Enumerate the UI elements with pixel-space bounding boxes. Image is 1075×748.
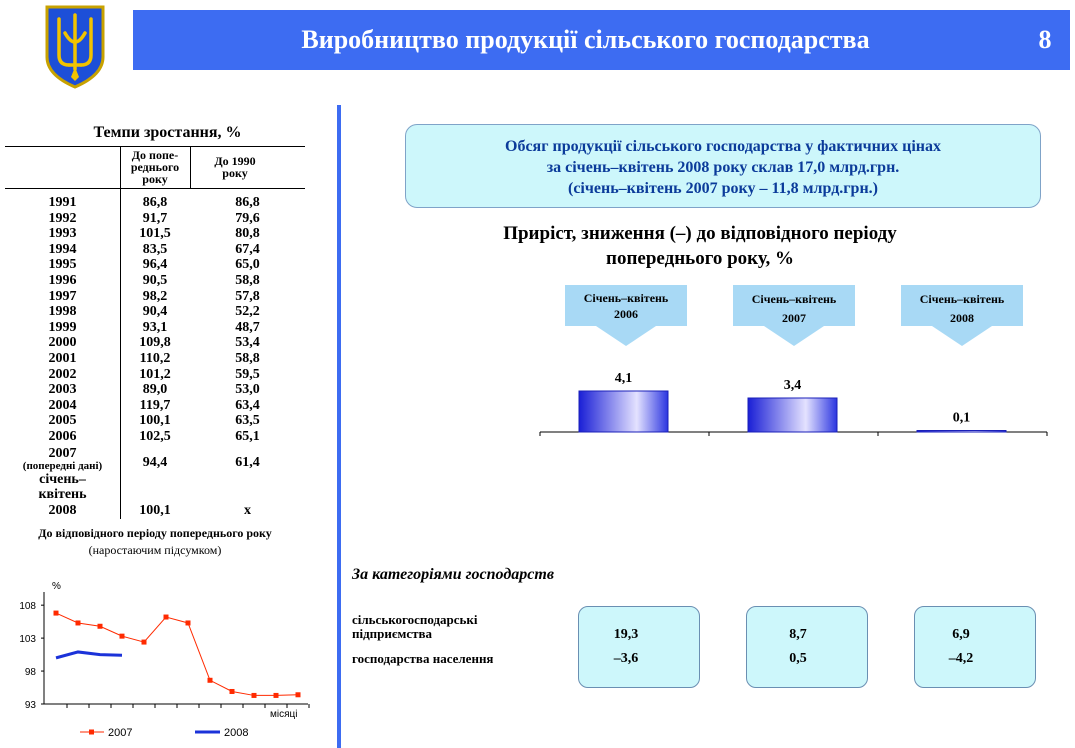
table-cell-year: 2005 <box>48 413 77 429</box>
value-households-2007: 0,5 <box>789 651 807 666</box>
bar-value-label-0: 4,1 <box>614 371 633 386</box>
bar-value-label-1: 3,4 <box>783 378 802 393</box>
table-cell-year: 2003 <box>48 382 77 398</box>
x-axis-label: місяці <box>270 709 298 720</box>
table-cell-y1990: 86,8 <box>235 195 260 210</box>
series-2007-point <box>98 624 103 629</box>
table-cell-y1990: 65,0 <box>235 257 260 273</box>
table-row <box>5 320 305 336</box>
series-2007-point <box>208 678 213 683</box>
table-cell-prev: 96,4 <box>142 257 168 273</box>
category-box-2007 <box>746 606 868 688</box>
category-box-2008 <box>914 606 1036 688</box>
table-cell-prev: 109,8 <box>139 335 171 351</box>
series-2007-point <box>186 620 191 625</box>
table-cell-prev: 119,7 <box>139 397 171 413</box>
table-cell-year: 2004 <box>48 397 77 413</box>
table-cell-prev: 91,7 <box>142 210 168 226</box>
value-enterprises-2008: 6,9 <box>952 627 970 642</box>
category-box-2006 <box>578 606 700 688</box>
table-cell-prev: 93,1 <box>142 319 168 335</box>
table-cell-y1990: 63,4 <box>235 397 260 413</box>
table-cell-y1990: 53,4 <box>235 335 260 351</box>
table-cell-year: 1996 <box>48 273 77 288</box>
value-enterprises-2007: 8,7 <box>789 627 807 642</box>
table-row-2007: 2007 <box>48 446 77 461</box>
table-row <box>5 398 305 414</box>
table-row <box>5 413 305 429</box>
table-cell-y1990: 59,5 <box>235 366 260 382</box>
table-cell-prev: 98,2 <box>142 288 168 304</box>
table-cell-prev: 102,5 <box>139 429 171 444</box>
legend-2007-marker <box>89 730 94 735</box>
bar-1 <box>748 398 837 432</box>
table-cell-year: 1999 <box>48 319 77 335</box>
value-households-2008: –4,2 <box>948 651 974 666</box>
coat-of-arms-icon <box>43 3 107 89</box>
bar-chart-title: Приріст, зниження (–) до відповідного періоду попереднього року, % <box>503 223 897 269</box>
table-cell-prev: 90,5 <box>142 273 168 288</box>
table-cell-y1990: 48,7 <box>235 319 260 335</box>
series-2007-point <box>164 615 169 620</box>
table-row <box>5 289 305 305</box>
table-row-2008: 2008 100,1 x <box>48 503 251 518</box>
value-households-2006: –3,6 <box>613 651 639 666</box>
table-row <box>5 304 305 320</box>
series-2007-point <box>142 640 147 645</box>
table-row <box>5 195 305 211</box>
table-row <box>5 226 305 242</box>
table-cell-year: 2001 <box>48 351 77 366</box>
table-cell-prev: 101,5 <box>139 226 171 242</box>
table-cell-y1990: 58,8 <box>235 351 260 366</box>
summary-line-1: Обсяг продукції сільського господарства у фактичних цінах <box>505 138 941 155</box>
table-row <box>5 382 305 398</box>
table-header-rule <box>5 188 305 189</box>
summary-box <box>405 124 1041 208</box>
table-cell-year: 1992 <box>48 210 77 226</box>
table-cell-y1990: 52,2 <box>235 304 260 320</box>
row-jan-label-1: січень– <box>39 472 86 487</box>
table-cell-y1990: 53,0 <box>235 382 260 398</box>
col-header-prev: До попе- реднього року <box>130 148 180 186</box>
col-header-1990: До 1990 року <box>214 154 256 180</box>
category-households-label: господарства населення <box>352 651 494 666</box>
legend-2007-label: 2007 <box>108 727 133 739</box>
table-row <box>5 429 305 445</box>
table-row <box>5 257 305 273</box>
y-tick-label: 108 <box>19 601 36 613</box>
table-cell-y1990: 80,8 <box>235 226 260 242</box>
line-chart <box>0 572 320 748</box>
series-2008-line <box>56 652 122 658</box>
category-enterprises-label: сільськогосподарські підприємства <box>352 612 478 641</box>
bar-chart <box>535 360 1055 450</box>
table-cell-y1990: 79,6 <box>235 210 260 226</box>
table-cell-year: 1995 <box>48 257 77 273</box>
table-cell-year: 1993 <box>48 226 77 242</box>
vertical-divider <box>337 105 341 748</box>
row-2007-note: (попередні дані) <box>22 460 103 472</box>
series-2007-point <box>76 620 81 625</box>
table-cell-year: 2002 <box>48 366 77 382</box>
table-cell-y1990: 57,8 <box>235 288 260 304</box>
series-2007-point <box>296 692 301 697</box>
y-tick-label: 98 <box>24 667 36 679</box>
table-row <box>5 335 305 351</box>
table-cell-year: 1998 <box>48 304 77 320</box>
y-tick-label: 103 <box>19 634 36 646</box>
legend-2008-label: 2008 <box>224 727 249 739</box>
table-row <box>5 351 305 367</box>
table-cell-prev: 100,1 <box>139 413 171 429</box>
table-row-2007-values: 94,4 61,4 <box>142 455 260 470</box>
table-cell-prev: 89,0 <box>142 382 168 398</box>
bar-0 <box>579 391 668 432</box>
y-tick-label: 93 <box>24 700 36 711</box>
table-top-rule <box>5 146 305 147</box>
value-enterprises-2006: 19,3 <box>613 627 639 642</box>
series-2007-point <box>230 689 235 694</box>
legend <box>80 727 248 739</box>
summary-line-3: (січень–квітень 2007 року – 11,8 млрд.грн.) <box>568 180 878 197</box>
table-cell-prev: 110,2 <box>139 351 171 366</box>
table-cell-prev: 83,5 <box>142 241 168 257</box>
y-unit-label: % <box>52 581 61 592</box>
categories-title: За категоріями господарств <box>352 566 554 583</box>
summary-line-2: за січень–квітень 2008 року склав 17,0 млрд.грн. <box>546 159 900 176</box>
arrow-label-2007: Січень–квітень 2007 <box>751 292 837 325</box>
growth-table-title: Темпи зростання, % <box>93 124 242 141</box>
table-cell-year: 1997 <box>48 288 77 304</box>
bar-2 <box>917 431 1006 433</box>
series-2007-point <box>274 693 279 698</box>
page-number: 8 <box>1038 25 1052 54</box>
table-cell-y1990: 67,4 <box>235 241 260 257</box>
series-2007-point <box>252 693 257 698</box>
table-cell-prev: 101,2 <box>139 366 171 382</box>
row-jan-label-2: квітень <box>38 487 87 502</box>
table-row <box>5 367 305 383</box>
line-chart-title: До відповідного періоду попереднього року <box>38 526 272 540</box>
table-cell-year: 1991 <box>48 195 77 210</box>
series-2007-point <box>120 634 125 639</box>
series-2007-point <box>54 611 59 616</box>
table-cell-year: 2000 <box>48 335 77 351</box>
table-cell-prev: 86,8 <box>142 195 168 210</box>
table-cell-prev: 90,4 <box>142 304 168 320</box>
table-cell-y1990: 63,5 <box>235 413 260 429</box>
arrow-label-2006: Січень–квітень 2006 <box>583 291 669 321</box>
table-row <box>5 211 305 227</box>
table-row <box>5 242 305 258</box>
table-cell-y1990: 65,1 <box>235 429 260 444</box>
bar-value-label-2: 0,1 <box>952 410 971 426</box>
table-row <box>5 273 305 289</box>
line-chart-subtitle: (наростаючим підсумком) <box>88 543 222 557</box>
arrow-label-2008: Січень–квітень 2008 <box>919 292 1005 325</box>
table-cell-year: 1994 <box>48 241 77 257</box>
table-cell-year: 2006 <box>48 429 77 444</box>
table-cell-y1990: 58,8 <box>235 273 260 288</box>
page-title: Виробництво продукції сільського господарства <box>301 25 870 54</box>
